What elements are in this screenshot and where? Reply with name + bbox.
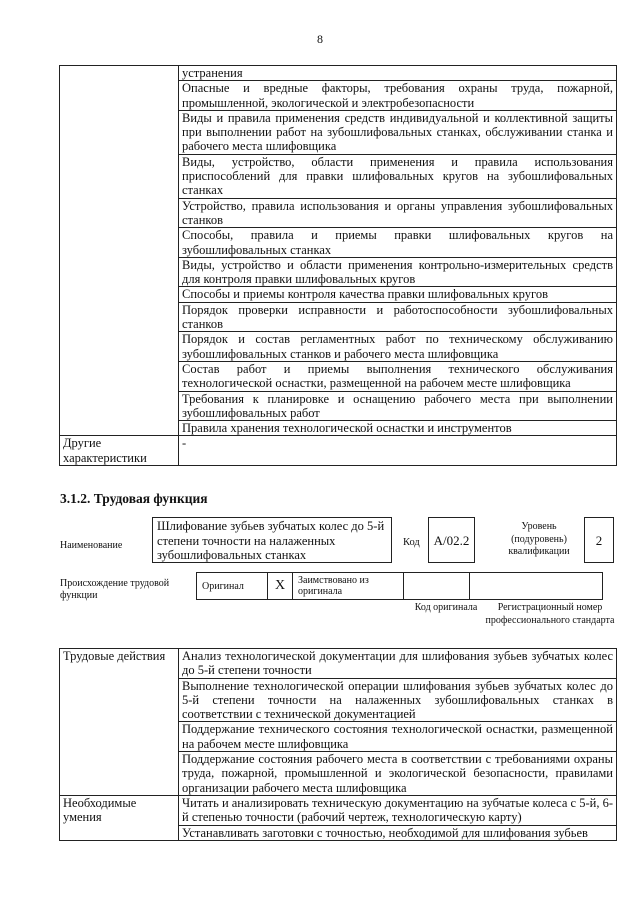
table-cell-right: Читать и анализировать техническую документацию на зубчатые колеса с 5-й, 6-й степенью точности (рабочий чертеж, технологическую карту) [179,795,617,825]
code-box: А/02.2 [428,517,475,563]
table-cell-right: Требования к планировке и оснащению рабочего места при выполнении зубошлифовальных работ [179,391,617,421]
table-cell-right: Состав работ и приемы выполнения технического обслуживания технологической оснастки, размещенной на рабочем месте шлифовщика [179,361,617,391]
table-cell-left: Трудовые действия [60,649,179,796]
table-cell-left: Другие характеристики [60,436,179,466]
table-cell-right: Виды, устройство, области применения и правила использования приспособлений для правки шлифовальных кругов на зубошлифовальных станках [179,154,617,198]
function-table [59,648,617,841]
section-title: 3.1.2. Трудовая функция [60,491,208,506]
level-label: Уровень (подуровень) квалификации [508,521,570,557]
code-label: Код [403,537,420,548]
origin-table [196,572,603,600]
table-cell-left: Необходимые умения [60,795,179,840]
table-row [60,795,617,825]
table-cell-right: Способы и приемы контроля качества правки шлифовальных кругов [179,287,617,302]
table-cell-right: Способы, правила и приемы правки шлифовальных кругов на зубошлифовальных станках [179,228,617,258]
original-label: Оригинал [197,573,268,600]
level-box: 2 [584,517,614,563]
table-cell-right: Виды и правила применения средств индивидуальной и коллективной защиты при выполнении работ на зубошлифовальных станках, обслуживании станка и рабочего места шлифовщика [179,110,617,154]
name-label: Наименование [60,540,123,551]
table-cell-right: Порядок проверки исправности и работоспособности зубошлифовальных станков [179,302,617,332]
knowledge-table [59,65,617,466]
table-cell-right: Правила хранения технологической оснастки и инструментов [179,421,617,436]
table-cell-right: Опасные и вредные факторы, требования охраны труда, пожарной, промышленной, экологической и электробезопасности [179,81,617,111]
table-cell-right: Поддержание технического состояния технологической оснастки, размещенной на рабочем месте шлифовщика [179,722,617,752]
table-row [60,66,617,81]
table-cell-right: Поддержание состояния рабочего места в соответствии с требованиями охраны труда, пожарной, промышленной и экологической безопасности, правилами организации рабочего места шлифовщика [179,752,617,796]
original-code-cell [404,573,470,600]
origin-label: Происхождение трудовой функции [60,578,170,601]
table-cell-right: устранения [179,66,617,81]
caption-code: Код оригинала [414,602,478,613]
table-cell-right: - [179,436,617,466]
table-cell-right: Анализ технологической документации для шлифования зубьев зубчатых колес до 5-й степени точности [179,649,617,679]
table-cell-right: Устанавливать заготовки с точностью, необходимой для шлифования зубьев [179,825,617,840]
table-cell-right: Виды, устройство и области применения контрольно-измерительных средств для контроля правки шлифовальных кругов [179,257,617,287]
table-cell-right: Устройство, правила использования и органы управления зубошлифовальных станков [179,198,617,228]
original-mark: X [268,573,293,600]
table-row [60,436,617,466]
table-cell-right: Порядок и состав регламентных работ по техническому обслуживанию зубошлифовальных станков и рабочего места шлифовщика [179,332,617,362]
table-cell-right: Выполнение технологической операции шлифования зубьев зубчатых колес до 5-й степени точности на налаженных зубошлифовальных станках в соответствии с технической документацией [179,678,617,722]
page-number: 8 [317,32,323,46]
reg-number-cell [470,573,603,600]
caption-reg: Регистрационный номер профессионального стандарта [485,602,615,626]
function-name-box: Шлифование зубьев зубчатых колес до 5-й степени точности на налаженных зубошлифовальных станках [152,517,392,563]
table-row [60,649,617,679]
table-cell-left [60,66,179,436]
borrowed-label: Заимствовано из оригинала [293,573,404,600]
